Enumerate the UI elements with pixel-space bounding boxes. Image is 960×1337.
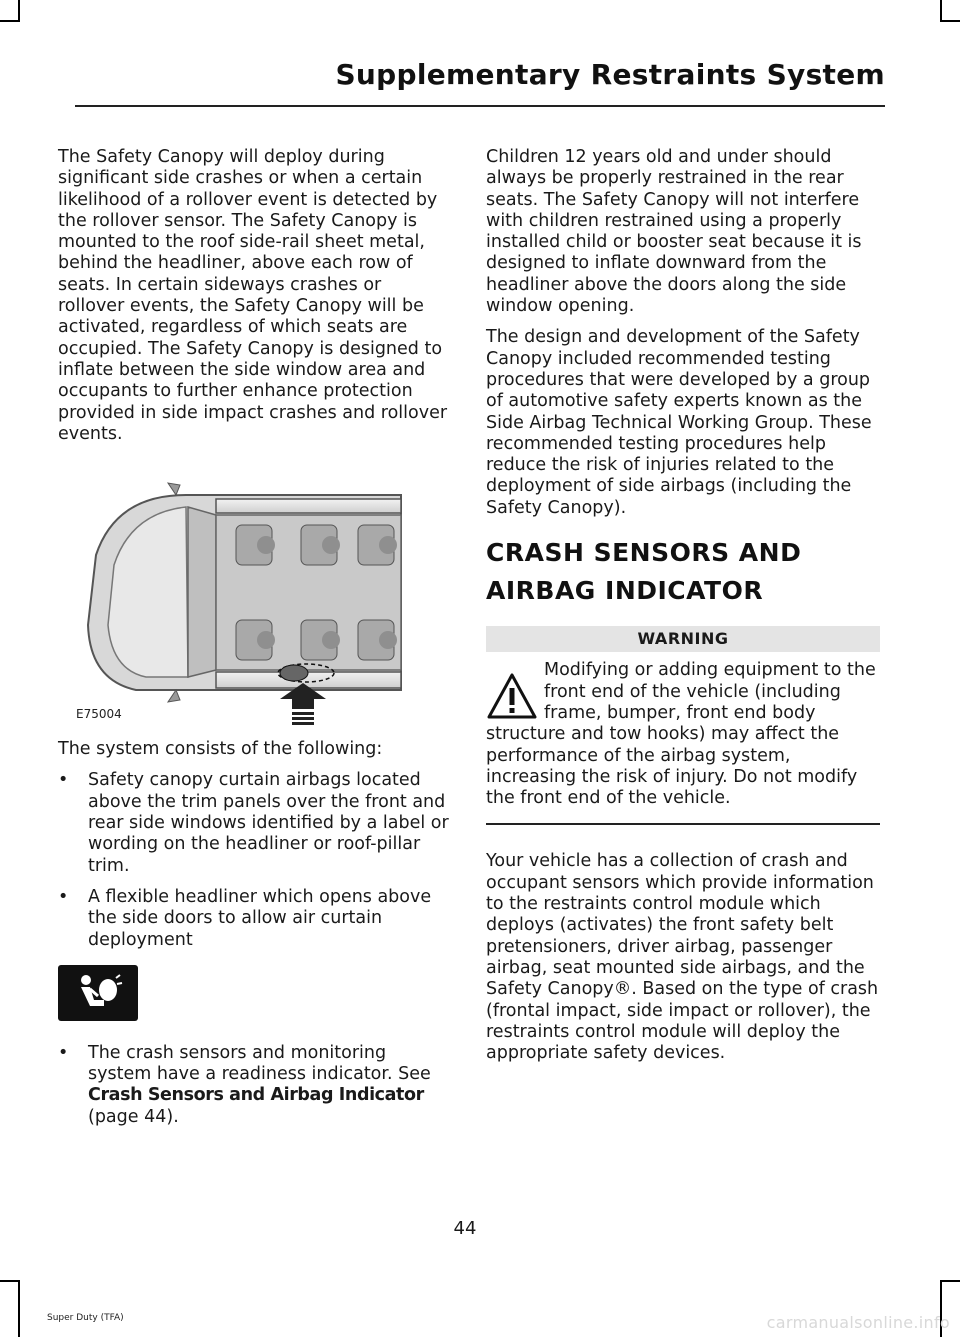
airbag-warning-light-icon [58, 965, 138, 1021]
figure-code: E75004 [76, 706, 122, 721]
safety-canopy-illustration [76, 455, 464, 725]
warning-rule [486, 823, 880, 825]
section-heading-line: CRASH SENSORS AND [486, 538, 802, 568]
seated-person-airbag-icon [70, 972, 126, 1014]
design-paragraph: The design and development of the Safety Canopy included recommended testing procedures that were developed by a group of automotive safety experts known as the Side Airbag Technical Working Group. These recommended testing procedures help reduce the risk of injuries related to the deployment of side airbags (including the Safety Canopy). [486, 327, 872, 518]
crop-mark [940, 1280, 960, 1282]
section-heading [486, 537, 880, 606]
watermark: carmanualsonline.info [766, 1313, 950, 1332]
system-components-list [58, 770, 450, 950]
crop-mark [940, 20, 960, 22]
children-paragraph: Children 12 years old and under should always be properly restrained in the rear seats. The Safety Canopy will not interfere with children restrained using a properly installed child or booster seat because it is designed to inflate downward from the headliner above the doors along the side window opening. [486, 147, 862, 317]
list-intro: The system consists of the following: [58, 739, 383, 760]
section-heading-line: AIRBAG INDICATOR [486, 576, 764, 606]
vehicle-label: Super Duty (TFA) [47, 1313, 124, 1323]
page-number: 44 [453, 1218, 477, 1239]
cross-reference-link[interactable]: Crash Sensors and Airbag Indicator [88, 1085, 424, 1106]
warning-text: Modifying or adding equipment to the front end of the vehicle (including frame, bumper, front end body structure and tow hooks) may affect the performance of the airbag system, increasing the risk of injury. Do not modify the front end of the vehicle. [486, 660, 876, 809]
crop-mark [0, 20, 20, 22]
sensors-paragraph: Your vehicle has a collection of crash and occupant sensors which provide information to the restraints control module which deploys (activates) the front safety belt pretensioners, driver airbag, passenger airbag, seat mounted side airbags, and the Safety Canopy®. Based on the type of crash (frontal impact, side impact or rollover), the restraints control module will deploy the appropriate safety devices. [486, 851, 879, 1064]
crop-mark [18, 0, 20, 22]
bullet-marker: • [58, 770, 69, 791]
header-rule [75, 105, 885, 107]
left-column [58, 147, 450, 1138]
warning-triangle-icon [486, 672, 538, 720]
list-item-text: A flexible headliner which opens above the side doors to allow air curtain deployment [88, 886, 432, 950]
page-title: Supplementary Restraints System [335, 58, 885, 91]
bullet-marker: • [58, 1042, 69, 1063]
crop-mark [0, 1280, 20, 1282]
list-item-text: Safety canopy curtain airbags located above the trim panels over the front and rear side windows identified by a label or wording on the headliner or roof-pillar trim. [88, 770, 449, 876]
page-reference: (page 44). [88, 1106, 179, 1127]
bullet-marker: • [58, 886, 69, 907]
crop-mark [18, 1280, 20, 1337]
right-column [486, 147, 880, 1074]
safety-canopy-paragraph: The Safety Canopy will deploy during significant side crashes or when a certain likelihood of a rollover event is detected by the rollover sensor. The Safety Canopy is mounted to the roof side-rail sheet metal, behind the headliner, above each row of seats. In certain sideways crashes or rollover events, the Safety Canopy will be activated, regardless of which seats are occupied. The Safety Canopy is designed to inflate between the side window area and occupants to further enhance protection provided in side impact crashes and rollover events. [58, 147, 448, 444]
warning-label: WARNING [486, 626, 880, 652]
list-item [58, 1043, 450, 1128]
list-item [58, 887, 450, 951]
vehicle-top-view-illustration [76, 455, 464, 725]
list-item-text: The crash sensors and monitoring system have a readiness indicator. See [88, 1042, 431, 1085]
warning-box [486, 660, 880, 809]
list-item [58, 770, 450, 876]
crop-mark [940, 0, 942, 22]
readiness-list [58, 1043, 450, 1128]
